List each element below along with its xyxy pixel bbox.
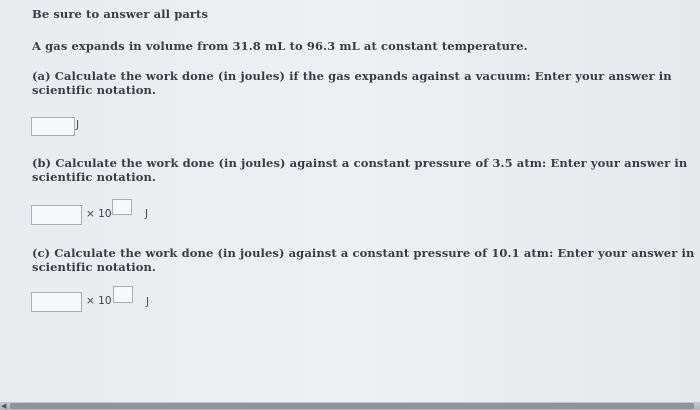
part-c-exponent-input[interactable] xyxy=(113,286,133,303)
instruction-text: Be sure to answer all parts xyxy=(32,7,209,21)
part-b-coefficient-input[interactable] xyxy=(31,205,82,225)
horizontal-scrollbar[interactable] xyxy=(0,402,700,410)
problem-statement: A gas expands in volume from 31.8 mL to 96.3 mL at constant temperature. xyxy=(32,39,528,53)
part-a-answer-input[interactable] xyxy=(31,117,75,136)
part-c-prompt-cont: scientific notation. xyxy=(32,260,157,274)
part-b-prompt-cont: scientific notation. xyxy=(32,170,157,184)
part-b-times-ten: × 10 xyxy=(86,208,112,220)
part-c-unit: J xyxy=(146,296,150,308)
part-c-coefficient-input[interactable] xyxy=(31,292,82,312)
part-c-prompt: (c) Calculate the work done (in joules) against a constant pressure of 10.1 atm: Enter your answer in xyxy=(32,246,695,260)
scrollbar-thumb[interactable] xyxy=(10,403,694,409)
part-b-exponent-input[interactable] xyxy=(112,199,132,215)
part-a-prompt: (a) Calculate the work done (in joules) if the gas expands against a vacuum: Enter your answer in xyxy=(32,69,672,83)
part-a-prompt-cont: scientific notation. xyxy=(32,83,157,97)
part-a-unit: J xyxy=(76,119,80,131)
part-c-times-ten: × 10 xyxy=(86,295,112,307)
part-b-unit: J xyxy=(145,208,149,220)
part-b-prompt: (b) Calculate the work done (in joules) against a constant pressure of 3.5 atm: Enter your answer in xyxy=(32,156,688,170)
scroll-left-arrow-icon[interactable]: ◀ xyxy=(1,402,7,410)
